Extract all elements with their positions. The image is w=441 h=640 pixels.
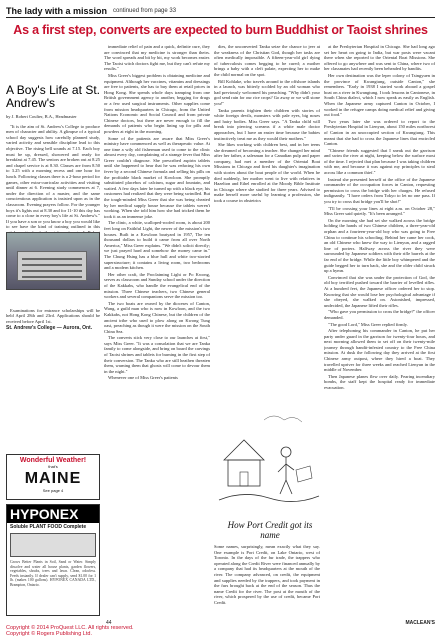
hyponex-ad[interactable] [6, 504, 100, 616]
paragraph: Whenever one of Miss Greer's patients [108, 375, 178, 381]
ad-headline: A Boy's Life at St. Andrew's [6, 83, 100, 110]
article-column-4 [324, 44, 435, 604]
ad-college: St. Andrew's College — Aurora, Ont. [6, 325, 93, 332]
paragraph: The clinic, a white, scalloped-roofed room, is about 200 feet long on Faithful Light, the newer of the mission's two houses. Built in a Kowloon boatyard in 1957, The ten thousand dollars to build it came from all over North America," Miss Greer explains. "We didn't solicit directly; we just prayed hard and somehow the money came in." The Chung Hsing has a blue hull and white two-storied superstructure; it contains a living room, two bedrooms and a modern kitchen. [104, 220, 210, 271]
ad-byline: by J. Robert Coulter, B.A., Headmaster [6, 114, 77, 119]
paragraph: "Who gave you permission to cross the bridge?" the officer demanded. [324, 309, 435, 320]
page-number: 44 [106, 620, 112, 626]
paragraph: After telephoning his commander in Canton, he put her party under guard in the garrison for twenty-four hours, and next morning allowed them to set off on their twenty-mile journey through bandit-infested country to the Free China mission. At dusk the following day they arrived at the first Chinese army outpost, where they hired a boat. They travelled upriver for three weeks and reached Lienyun in the middle of November. [324, 328, 435, 373]
article-title: The lady with a mission [6, 5, 108, 16]
ad-exams: Examinations for entrance scholarships will be held April 28th and 23rd. Applications should be received before April 1st. [6, 307, 100, 324]
maine-ad-line1: Wonderful Weather! [19, 457, 87, 464]
paragraph: Bill Kohlake, who travels around to the offshore islands in a launch, was bitterly scolded by an old woman who had previously welcomed his preaching. "Why didn't your god send rain for our rice crops? Go away or we will stone you!" [214, 78, 320, 106]
maine-ad-line3: MAINE [24, 470, 82, 487]
ad-body: "It is the aim of St. Andrew's College to produce men of character and ability. A glimpse of a typical school day suggests how carefully planned study, varied activity and sensible discipline lead to this objective. The rising bell sounds at 7.15. Each boy must be up, dressed, showered and ready for breakfast at 7.45. The seniors are broken out at 8.25 and chapel service is at 8.30. Classes are from 8.50 to 3.25 with a morning recess and one hour for lunch. Following classes there is a 2-hour period for games, other extra-curricular activities and visiting until dinner at 6. Evening study commences at 7, under the direction of a master, and the same conscientious application is insisted upon as in the classroom. Evening prayers follow. For the younger boys it's lights out at 8.30 and for 11-10 this day has come to a close in every boy's life at St. Andrew's." If you have a son or you know a boy you would like to see have the kind of training outlined in this [6, 123, 100, 230]
maine-ad[interactable] [6, 454, 100, 500]
paragraph: Then Japanese planes flew over daily. Fearing incendiary bombs, the staff kept the hospital ready for immediate evacuation. [324, 373, 435, 391]
port-credit-text: Some names, surprisingly, mean exactly what they say. One example is Port Credit, on Lake Ontario, west of Toronto. In the days of the fur trade, the trappers who operated along the Credit River were financed annually by a company that had its headquarters at the mouth of the river. The company advanced, on credit, the equipment and supplies needed by the trappers, and took payment in the furs brought back at the end of the season. Thus the name Credit for the river. The post at the mouth of the river, which prospered by the use of credit, became Port Credit. [214, 544, 320, 605]
paragraph: immediate relief of pain and a quick, definite cure, they are convinced that my medicine is stronger than theirs. The word spreads and bit by bit, my work becomes easier. The Taoist witch doctors fight me, but they can't refute my results." [104, 44, 210, 72]
maine-ad-line2: that's [48, 464, 58, 469]
continued-note: continued from page 33 [113, 7, 177, 14]
paragraph: Her other craft, the Proclaiming Light or Po Kwong, serves as classroom and Sunday school under the direction of the Kakkabs, who handle the evangelical end of the mission. Three Chinese teachers, two Chinese general workers and several companions serve the mission too. [104, 271, 210, 300]
paragraph: dies, the unconverted Tanka seize the chance to jeer at the weakness of the Christian God, though her tasks are often medically impossible. A fifteen-year-old girl dying of tuberculosis comes begging to be cured; a mother brings a baby with a cleft palate, expecting her to make the child normal on the spot. [214, 44, 320, 77]
illustration-caption: How Port Credit got its name [227, 520, 313, 540]
article-banner: As a first step, converts are expected to burn Buddhist or Taoist shrines [13, 23, 428, 37]
paragraph: "I'll be crossing your lines at eight a.m. on October 28," Miss Greer said quietly. "It's been arranged." [324, 205, 435, 217]
paragraph: The two boats are owned by the dioceses of Canton, Wang, a guild man who is now in Kowloon, and the two Kakkabs, not Hong Kong Chinese, but the children of the ancient tribe who used to plow along on Kwong Tung oast, preaching as though it were the mission on the South China Sea. [104, 300, 210, 334]
copyright-rogers: Copyright © Rogers Publishing Ltd. [6, 631, 92, 637]
page-header [6, 4, 435, 18]
college-photo [6, 232, 100, 290]
paragraph: She likes working with children best, and in her teens she dreamed of becoming a teacher. She changed her mind after her father, a salesman for a Canadian pulp and paper company, had met a member of the Oriental Boat Missions in Chicago and fired his daughter's imagination with stories about the boat people of the world. When he died suddenly, her mother went to live with relatives in Hazelton and Ethel enrolled at the Moody Bible Institute in Chicago where she studied for three years. Advised to make herself more useful by learning a profession, she took a course in obstetrics [214, 142, 320, 204]
paragraph: Her own destination was the leper colony of Tsingyuen in the province of Kwangtung, outside Canton," she remembers. "Early in 1938 I started work aboard a gospel boat on a river in Kwangtung. I took lessons in Cantonese, in South China dialect, which I now speak as easily as English. When the Japanese army captured Canton in October, I worked in the refugee camps doing medical relief and giving out food." [324, 72, 435, 118]
paragraph: Convinced that she was under the protection of God, the old boy terrified pushed toward the barrier of levelled rifles. At a hundred feet, the Japanese officer ordered her to stop. Knowing that she would lose her psychological advantage if she obeyed, she walked on. Astonished, impressed, undecided, the Japanese lifted their rifles. [324, 274, 435, 308]
copyright-proquest: Copyright © 2014 ProQuest LLC. All rights reserved. [6, 625, 134, 631]
hyponex-product-image [10, 533, 96, 557]
paragraph: Miss Greer's biggest problem is obtaining medicine and equipment. Although her vaccines, vitamins and dressings are free to patients, she has to buy them at retail prices in Hong Kong. She spends whole days tramping from one British government agency to another, begging for drugs or a few used surgical instruments. Other supplies come from mission headquarters in Chicago, from the United Nations Economic and Social Council and from private Chinese doctors, but there are never enough to fill the demands of patients who begin lining up for pills and powders at eight in the morning. [104, 72, 210, 134]
paragraph: at the Presbyterian Hospital in Chicago. She had long ago set her heart on going to India, but war posts were vacant there when she reported to the Oriental Boat Missions. She offered to go anywhere and was sent to China, where two of her classmates had recently been beheaded by bandits. [324, 44, 435, 72]
article-column-2 [104, 44, 210, 604]
paragraph: Instead she presented herself at the office of the Japanese commander of the occupation forces in Canton, requesting permission to cross the bridge with her charges. He refused indignantly. "I have orders from Tokyo to let no one pass. If you try to cross that bridge you'll be shot!" [324, 176, 435, 205]
paragraph: "The good Lord," Miss Greer replied firmly. [328, 321, 408, 327]
paragraph: "Chinese friends suggested that I sneak out the garrison and swim the river at night, keeping below the surface most of the time. I rejected that plan because I was taking children with me, and because it was against my principles to steal across like a common thief." [324, 147, 435, 176]
paragraph: Some of the patients are aware that Miss Greer's ministry have commenced as well as therapeutic value. At one time a wily old fisherman used to come to the clinic almost every day, complaining of a strange fever that Miss Greer couldn't diagnose. She prescribed aspirin tablets until she happened to hear that he was reducing his own fever by a second Chinese formula and selling his pills on the profitable black market of Kowloon. She promptly substituted placebos of calcium, sugar and fountain, and waited. A few days later he turned up with a black eye; his customers had realized that they were being swindled. But the tough-minded Miss Greer that she was being cheated by her medical supply house because the tablets weren't working. When she told him how she had tricked them he took it as an immense joke. [104, 135, 210, 219]
paragraph: On the morning she had set she walked across the bridge holding the hands of two Chinese children, a three-year-old orphan and a fourteen-year-old boy who was going to Free China to continue his schooling. Behind her came her cook, an old Chinese who knew the way to Lienyun, and a ragged line of porters. Halfway across the river they were surrounded by Japanese soldiers with their rifle barrels at the far end of the bridge. While the little boy whimpered and the guide begged her to turn back, she and the older child struck up a hymn. [324, 217, 435, 274]
hyponex-body: Grows Better Plants in Soil, Sand or Water. Simply dissolve and water all house plants, garden flowers, vegetables, shrubs, trees and lawn. Clean, odorless. Feeds instantly. If dealer can't supply, send $1.00 for 1 lb. (makes 100 gallons). HYPONEX CANADA LTD., Brampton, Ontario. [10, 560, 96, 587]
paragraph: The converts stick very close to our launches at first," says Miss Greer. "It was a consolation that we are Tanka family to come alongside, and bring on board the carvings of Taoist shrines and tablets for burning in the first step of their conversion. The Tanka who are still heathen threaten them, warning them that ghosts will come to devour them in the night." [104, 335, 210, 374]
paragraph: Two years later she was ordered to report to the Presbyterian Hospital in Lienyun, about 150 miles northwest of Canton in an unoccupied section of Kwangtung. This meant that she had to cross the Japanese lines that encircled Canton. [324, 118, 435, 147]
maine-ad-note: See page 4 [42, 488, 64, 493]
hyponex-logo: HYPONEX [7, 505, 99, 523]
paragraph: Tanka parents frighten their children with stories of white foreign devils, monsters with pale eyes, big noses and hairy bodies. Miss Greer says. "A Tanka child will break into piercing screams if a white male doctor approaches, but I have an easier time because the babies instinctively treat me as they would their mothers." [214, 107, 320, 141]
port-credit-illustration [214, 400, 320, 516]
page-footer [6, 620, 435, 638]
magazine-name: MACLEAN'S [405, 620, 435, 626]
hyponex-subtitle: Soluble PLANT FOOD Complete [10, 524, 87, 530]
